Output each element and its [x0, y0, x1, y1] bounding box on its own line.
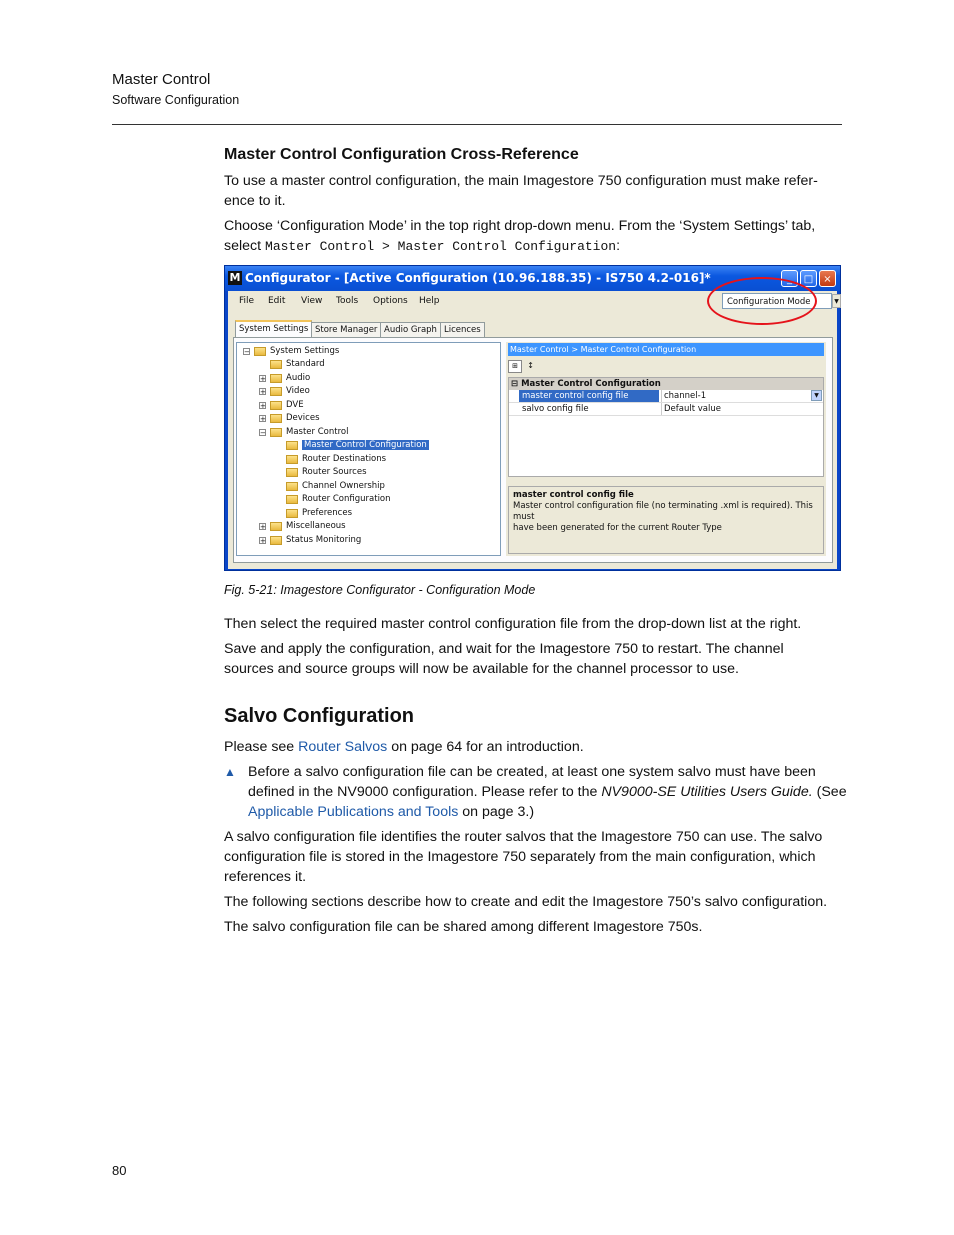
text: (See [812, 784, 847, 800]
folder-icon [286, 509, 298, 518]
paragraph-salvo-file-line2: configuration file is stored in the Imagestore 750 separately from the main configuration, which [224, 849, 816, 865]
link-applicable-publications[interactable]: Applicable Publications and Tools [248, 804, 459, 820]
tree-item-status-monitoring[interactable] [259, 534, 361, 546]
text: on page 64 for an introduction. [387, 739, 584, 755]
tab-system-settings[interactable]: System Settings [235, 320, 312, 338]
paragraph-save-apply-line2: sources and source groups will now be available for the channel processor to use. [224, 661, 739, 677]
figure-caption: Fig. 5-21: Imagestore Configurator - Configuration Mode [224, 583, 536, 597]
link-router-salvos[interactable]: Router Salvos [298, 739, 388, 755]
menu-view[interactable]: View [301, 296, 323, 306]
running-header-subtitle: Software Configuration [112, 93, 240, 107]
tree-item-channel-ownership[interactable] [286, 480, 385, 492]
expand-icon[interactable]: + [260, 387, 266, 396]
running-header-title: Master Control [112, 71, 211, 88]
note-line3 [248, 802, 848, 822]
tree-item-devices[interactable] [259, 412, 320, 424]
app-logo-icon: M [229, 271, 241, 284]
expand-icon[interactable]: + [260, 536, 266, 545]
description-line1: Master control configuration file (no terminating .xml is required). This must [513, 501, 813, 522]
tree-item-miscellaneous[interactable] [259, 520, 346, 532]
property-name: salvo config file [522, 404, 589, 414]
tree-label: Devices [286, 413, 320, 423]
folder-icon [270, 401, 282, 410]
tree-label: Router Sources [302, 467, 367, 477]
tree-label: DVE [286, 400, 304, 410]
property-row[interactable] [509, 403, 823, 416]
tree-item-master-control-configuration[interactable] [286, 439, 429, 451]
folder-icon [270, 428, 282, 437]
folder-icon [270, 360, 282, 369]
tree-item-system-settings[interactable] [243, 345, 339, 357]
collapse-icon[interactable]: ⊟ [511, 379, 519, 389]
settings-tree [236, 342, 501, 556]
tree-item-video[interactable] [259, 385, 310, 397]
close-icon[interactable]: × [819, 270, 836, 287]
tree-item-preferences[interactable] [286, 507, 352, 519]
property-row[interactable] [509, 390, 823, 403]
menu-file[interactable]: File [239, 296, 255, 306]
tab-licences[interactable]: Licences [440, 322, 485, 337]
window-client-area [228, 313, 837, 569]
property-category[interactable] [509, 378, 823, 390]
publication-title: NV9000-SE Utilities Users Guide. [601, 784, 813, 800]
expand-icon[interactable]: + [260, 374, 266, 383]
expand-icon[interactable]: + [260, 414, 266, 423]
paragraph-save-apply-line1: Save and apply the configuration, and wait for the Imagestore 750 to restart. The channel [224, 641, 784, 657]
tree-label: Standard [286, 359, 325, 369]
tab-store-manager[interactable]: Store Manager [311, 322, 381, 337]
page-number: 80 [112, 1163, 127, 1178]
paragraph-choose-line1: Choose ‘Configuration Mode’ in the top right drop-down menu. From the ‘System Settings’ tab, [224, 218, 816, 234]
folder-icon [270, 374, 282, 383]
tree-label: Router Destinations [302, 454, 387, 464]
description-line2: have been generated for the current Router Type [513, 523, 722, 533]
tree-label: Video [286, 386, 310, 396]
expand-icon[interactable]: + [260, 401, 266, 410]
section-heading-salvo-configuration: Salvo Configuration [224, 705, 414, 727]
properties-panel [506, 342, 826, 556]
tree-item-standard[interactable] [270, 358, 325, 370]
expand-icon[interactable]: + [260, 522, 266, 531]
tree-label: Status Monitoring [286, 535, 362, 545]
folder-icon [286, 441, 298, 450]
tab-audio-graph[interactable]: Audio Graph [380, 322, 441, 337]
collapse-icon[interactable]: − [260, 428, 266, 437]
folder-icon [286, 468, 298, 477]
folder-icon [270, 387, 282, 396]
folder-icon [286, 482, 298, 491]
tree-item-router-destinations[interactable] [286, 453, 386, 465]
tree-item-master-control[interactable] [259, 426, 348, 438]
paragraph-shared: The salvo configuration file can be shared among different Imagestore 750s. [224, 919, 703, 935]
tree-label: Master Control [286, 427, 349, 437]
collapse-icon[interactable]: − [244, 347, 250, 356]
breadcrumb: Master Control > Master Control Configuration [508, 343, 824, 356]
tree-label: Channel Ownership [302, 481, 385, 491]
tree-label: Audio [286, 373, 311, 383]
tree-label: Master Control Configuration [304, 440, 427, 450]
paragraph-intro-line1: To use a master control configuration, the main Imagestore 750 configuration must make refer- [224, 173, 818, 189]
folder-icon [286, 455, 298, 464]
note-triangle-icon: ▲ [224, 765, 236, 779]
paragraph-intro-line2: ence to it. [224, 193, 286, 209]
tree-label: System Settings [270, 346, 340, 356]
text: Please see [224, 739, 299, 755]
note-line1: Before a salvo configuration file can be created, at least one system salvo must have been [248, 764, 816, 780]
text: defined in the NV9000 configuration. Please refer to the [248, 784, 602, 800]
paragraph-choose-line2 [224, 236, 844, 257]
note-line2 [248, 782, 848, 802]
chevron-down-icon[interactable]: ▼ [832, 294, 841, 308]
property-value[interactable]: Default value [661, 403, 811, 415]
property-value-dropdown[interactable]: channel-1 [661, 390, 811, 402]
menu-options[interactable]: Options [373, 296, 408, 306]
tree-label: Preferences [302, 508, 352, 518]
minimize-icon[interactable]: _ [781, 270, 798, 287]
tree-item-router-sources[interactable] [286, 466, 367, 478]
paragraph-following-sections: The following sections describe how to create and edit the Imagestore 750’s salvo configuration. [224, 894, 828, 910]
paragraph-see-router-salvos [224, 737, 844, 757]
tree-item-audio[interactable] [259, 372, 310, 384]
paragraph-salvo-file-line3: references it. [224, 869, 307, 885]
menu-edit[interactable]: Edit [268, 296, 286, 306]
description-title: master control config file [513, 490, 634, 500]
folder-icon [270, 536, 282, 545]
folder-icon [270, 414, 282, 423]
chevron-down-icon[interactable]: ▼ [811, 390, 822, 401]
property-description [508, 486, 824, 554]
category-label: Master Control Configuration [521, 379, 661, 389]
folder-icon [254, 347, 266, 356]
colon: : [616, 238, 621, 254]
select-word: select [224, 238, 262, 254]
header-divider [112, 124, 842, 125]
menu-help[interactable]: Help [419, 296, 440, 306]
menu-path-code: Master Control > Master Control Configuration [265, 239, 617, 254]
tree-item-router-configuration[interactable] [286, 493, 391, 505]
folder-icon [270, 522, 282, 531]
maximize-icon[interactable]: □ [800, 270, 817, 287]
categorized-view-icon[interactable]: ⊞ [508, 360, 522, 373]
text: on page 3.) [458, 804, 535, 820]
sort-alphabetical-icon[interactable]: ↕ [527, 361, 534, 370]
property-toolbar [508, 360, 548, 374]
menu-tools[interactable]: Tools [336, 296, 359, 306]
configuration-mode-dropdown[interactable]: Configuration Mode [722, 293, 832, 309]
configurator-window-screenshot [224, 265, 841, 571]
tree-label: Miscellaneous [286, 521, 346, 531]
section-heading-cross-reference: Master Control Configuration Cross-Reference [224, 146, 579, 163]
paragraph-select-file: Then select the required master control configuration file from the drop-down list at the right. [224, 616, 802, 632]
tree-label: Router Configuration [302, 494, 391, 504]
paragraph-salvo-file-line1: A salvo configuration file identifies the router salvos that the Imagestore 750 can use. The salvo [224, 829, 823, 845]
folder-icon [286, 495, 298, 504]
highlight-circle-annotation [707, 277, 817, 325]
property-grid [508, 377, 824, 477]
property-name: master control config file [519, 390, 659, 402]
tree-item-dve[interactable] [259, 399, 304, 411]
window-title: Configurator - [Active Configuration (10.96.188.35) - IS750 4.2-016]* [245, 271, 711, 285]
